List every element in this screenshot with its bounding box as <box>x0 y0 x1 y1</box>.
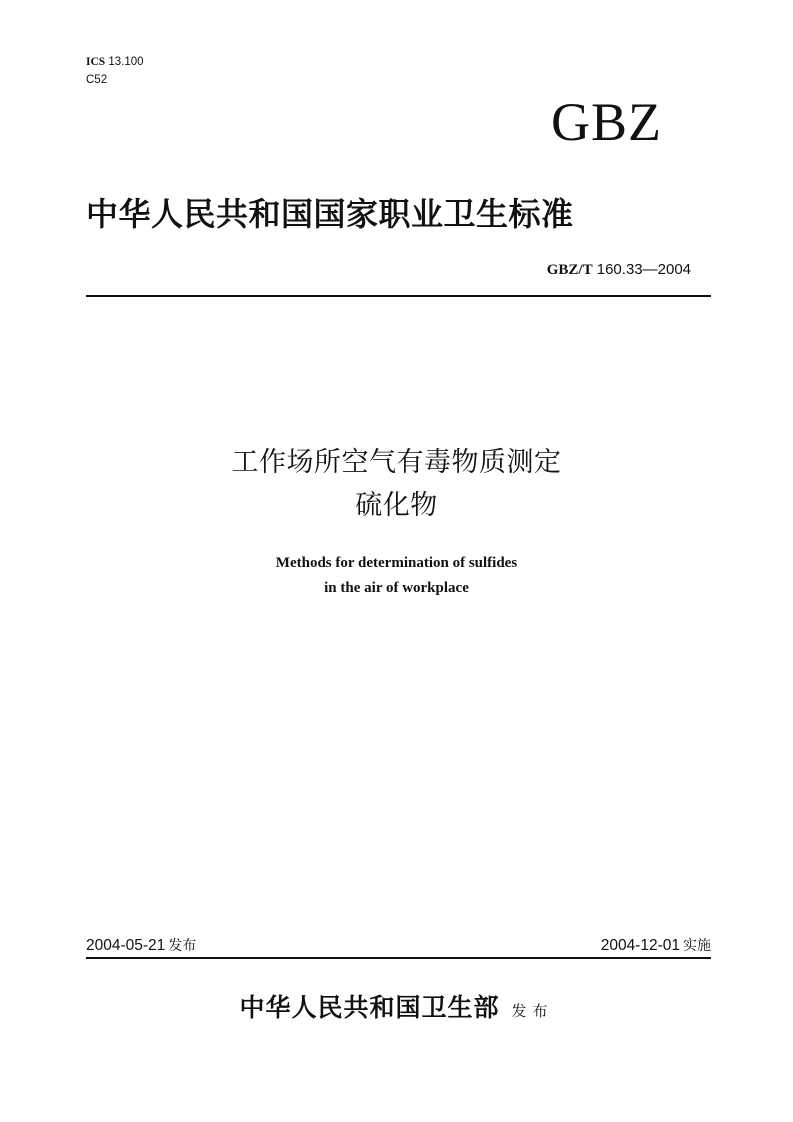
standard-number-value: 160.33—2004 <box>596 261 691 278</box>
standard-number <box>547 260 691 280</box>
title-english-line-1: Methods for determination of sulfides <box>275 555 518 571</box>
effective-date-word: 实施 <box>683 938 711 954</box>
standard-category-title: 中华人民共和国国家职业卫生标准 <box>86 195 574 233</box>
title-english-line-2: in the air of workplace <box>324 580 469 596</box>
effective-date-value: 2004-12-01 <box>600 937 680 954</box>
issuer-suffix: 发布 <box>511 1002 554 1020</box>
ics-number: 13.100 <box>108 56 144 68</box>
standard-number-prefix: GBZ/T <box>546 262 593 278</box>
classification-code: C52 <box>86 74 108 86</box>
issuing-authority: 中华人民共和国卫生部 <box>239 993 500 1022</box>
effective-date <box>601 935 711 956</box>
header-divider <box>86 295 711 297</box>
issue-date-value: 2004-05-21 <box>86 937 166 954</box>
issuer-line <box>0 990 793 1026</box>
issue-date-word: 发布 <box>168 938 197 954</box>
ics-label: ICS <box>86 56 106 68</box>
footer-divider <box>86 957 711 959</box>
issue-date <box>86 935 196 956</box>
title-chinese-line-1: 工作场所空气有毒物质测定 <box>231 447 562 478</box>
standard-mark: GBZ <box>551 92 662 152</box>
ics-code <box>86 55 144 69</box>
title-chinese-line-2: 硫化物 <box>355 490 438 521</box>
